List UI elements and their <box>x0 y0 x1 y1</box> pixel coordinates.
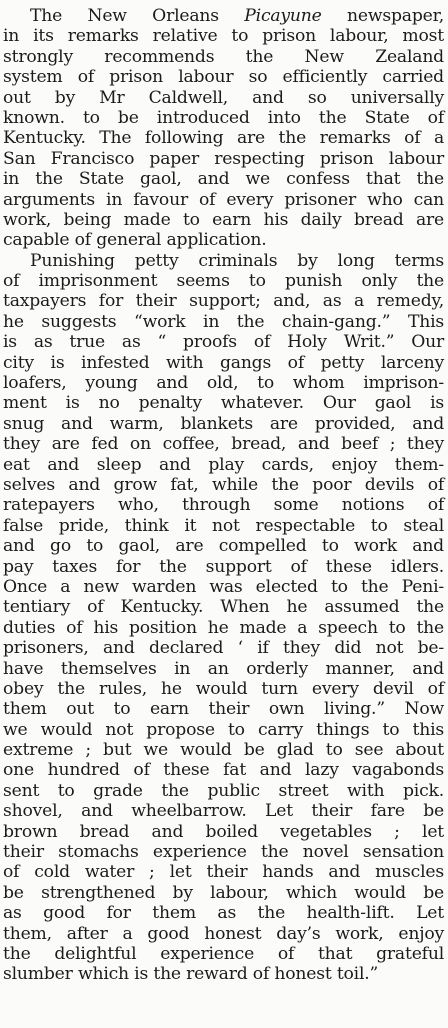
article-line: tentiary of Kentucky. When he assumed the <box>3 597 444 618</box>
article-line: duties of his position he made a speech to the <box>3 617 444 638</box>
article-line: extreme ; but we would be glad to see about <box>3 740 444 761</box>
article-line: they are fed on coffee, bread, and beef ; they <box>3 434 444 455</box>
article-line: work, being made to earn his daily bread are <box>3 209 444 230</box>
text-run: The New Orleans <box>30 6 245 26</box>
article-line: taxpayers for their support; and, as a remedy, <box>3 291 444 312</box>
article-line: have themselves in an orderly manner, and <box>3 658 444 679</box>
article-line: them out to earn their own living.” Now <box>3 699 444 720</box>
article-line: and go to gaol, are compelled to work and <box>3 536 444 557</box>
article-line: we would not propose to carry things to this <box>3 719 444 740</box>
article-line: one hundred of these fat and lazy vagabonds <box>3 760 444 781</box>
article-line: ratepayers who, through some notions of <box>3 495 444 516</box>
article-line <box>0 6 448 26</box>
article-line: their stomachs experience the novel sensation <box>3 842 444 863</box>
article-line: Punishing petty criminals by long terms <box>30 250 444 271</box>
article-line: be strengthened by labour, which would be <box>3 882 444 903</box>
article-line: false pride, think it not respectable to steal <box>3 515 444 536</box>
article-line: pay taxes for the support of these idlers. <box>3 556 444 577</box>
article-line: in the State gaol, and we confess that the <box>3 169 444 190</box>
article-line: city is infested with gangs of petty larceny <box>3 352 444 373</box>
article-line: as good for them as the health-lift. Let <box>3 903 444 924</box>
article-line: he suggests “work in the chain-gang.” This <box>3 311 444 332</box>
article-line: prisoners, and declared ‘ if they did not be- <box>3 638 444 659</box>
article-line: sent to grade the public street with pick. <box>3 780 444 801</box>
article-line: Kentucky. The following are the remarks of a <box>3 128 444 149</box>
article-line: slumber which is the reward of honest toil.” <box>3 964 379 985</box>
article-line: out by Mr Caldwell, and so universally <box>3 87 444 108</box>
text-run: newspaper, <box>321 6 445 26</box>
article-line: is as true as “ proofs of Holy Writ.” Our <box>3 332 444 353</box>
newspaper-name: Picayune <box>244 6 322 26</box>
article-line: system of prison labour so efficiently carried <box>3 67 444 88</box>
article-line: of cold water ; let their hands and muscles <box>3 862 444 883</box>
article-line: them, after a good honest day’s work, enjoy <box>3 923 444 944</box>
article-paragraph-1 <box>0 6 448 251</box>
article-paragraph-2 <box>0 251 448 985</box>
article-line: obey the rules, he would turn every devil of <box>3 678 444 699</box>
article-line: selves and grow fat, while the poor devils of <box>3 474 444 495</box>
article-line: shovel, and wheelbarrow. Let their fare be <box>3 801 444 822</box>
article-line: the delightful experience of that grateful <box>3 943 444 964</box>
article-line: capable of general application. <box>3 230 267 251</box>
article-line: Once a new warden was elected to the Peni- <box>3 576 444 597</box>
article-line: of imprisonment seems to punish only the <box>3 271 444 292</box>
article-line: arguments in favour of every prisoner who can <box>3 189 444 210</box>
article-line: brown bread and boiled vegetables ; let <box>3 821 444 842</box>
newspaper-article <box>0 6 448 985</box>
article-line: eat and sleep and play cards, enjoy them- <box>3 454 444 475</box>
article-line: San Francisco paper respecting prison labour <box>3 148 444 169</box>
article-line: ment is no penalty whatever. Our gaol is <box>3 393 444 414</box>
article-line: in its remarks relative to prison labour, most <box>3 26 444 47</box>
article-line: loafers, young and old, to whom imprison- <box>3 373 444 394</box>
article-line: known. to be introduced into the State of <box>3 107 444 128</box>
article-line: snug and warm, blankets are provided, and <box>3 413 444 434</box>
article-line: strongly recommends the New Zealand <box>3 46 444 67</box>
